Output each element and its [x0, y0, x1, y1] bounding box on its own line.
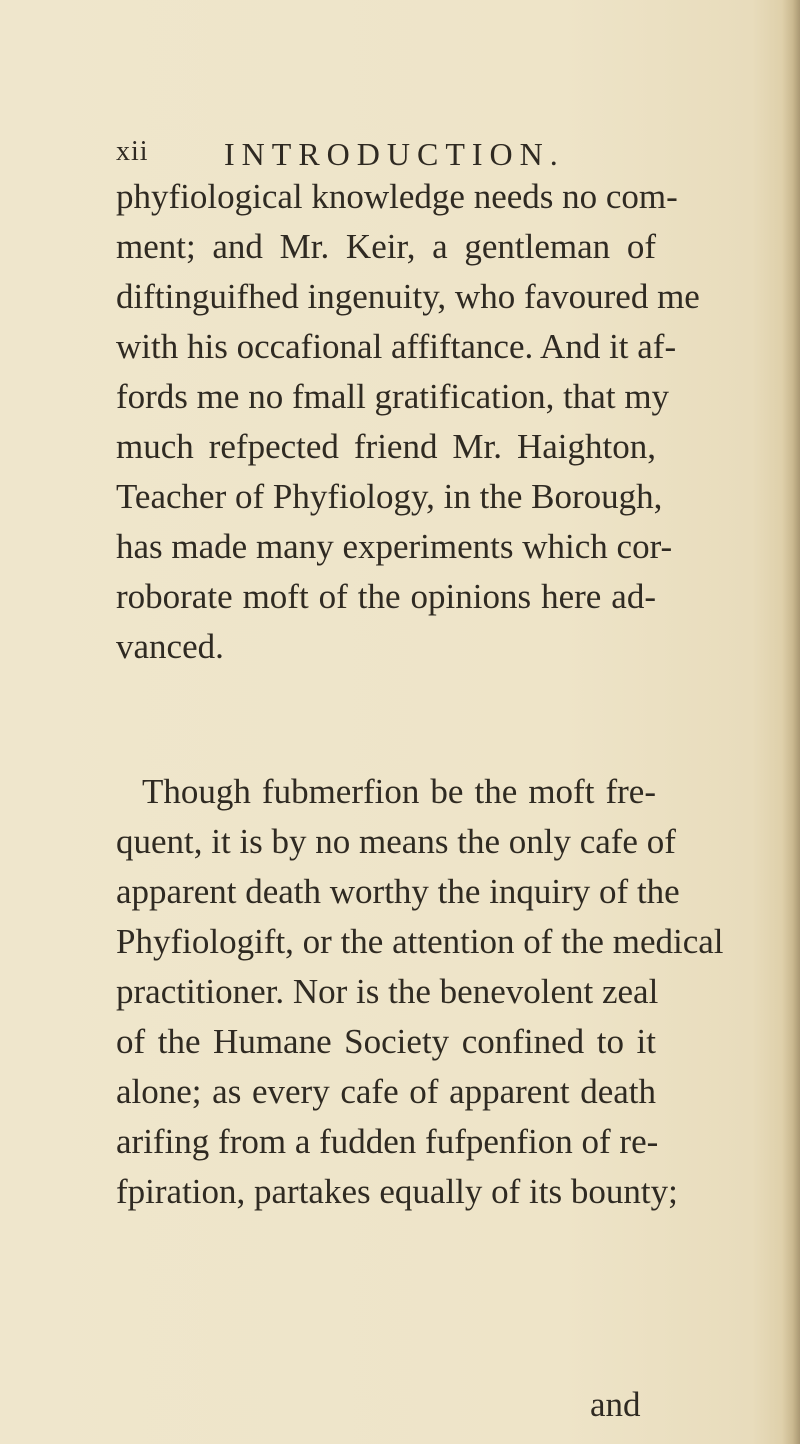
text-line: Phyfiologift, or the attention of the medical: [116, 922, 724, 961]
text-line: diftinguifhed ingenuity, who favoured me: [116, 277, 700, 316]
text-line: practitioner. Nor is the benevolent zeal: [116, 972, 659, 1011]
page-edge: [782, 0, 800, 1444]
text-line: phyfiological knowledge needs no com-: [116, 177, 678, 216]
text-line: roborate moft of the opinions here ad-: [116, 577, 656, 616]
text-line: ment; and Mr. Keir, a gentleman of: [116, 227, 656, 266]
text-line: fords me no fmall gratification, that my: [116, 377, 670, 416]
text-line: Teacher of Phyfiology, in the Borough,: [116, 477, 663, 516]
text-line: alone; as every cafe of apparent death: [116, 1072, 656, 1111]
text-line: arifing from a fudden fufpenfion of re-: [116, 1122, 659, 1161]
text-line: of the Humane Society confined to it: [116, 1022, 656, 1061]
text-line: fpiration, partakes equally of its bounty;: [116, 1172, 678, 1211]
text-line: much refpected friend Mr. Haighton,: [116, 427, 656, 466]
page-header: [116, 136, 676, 176]
text-line: apparent death worthy the inquiry of the: [116, 872, 680, 911]
text-line: with his occafional affiftance. And it af-: [116, 327, 677, 366]
running-head: INTRODUCTION.: [224, 136, 565, 172]
page-number: xii: [116, 136, 149, 167]
text-line: Though fubmerfion be the moft fre-: [142, 772, 656, 811]
catchword: and: [590, 1385, 641, 1424]
text-line: vanced.: [116, 627, 224, 666]
text-line: has made many experiments which cor-: [116, 527, 673, 566]
text-line: quent, it is by no means the only cafe of: [116, 822, 676, 861]
